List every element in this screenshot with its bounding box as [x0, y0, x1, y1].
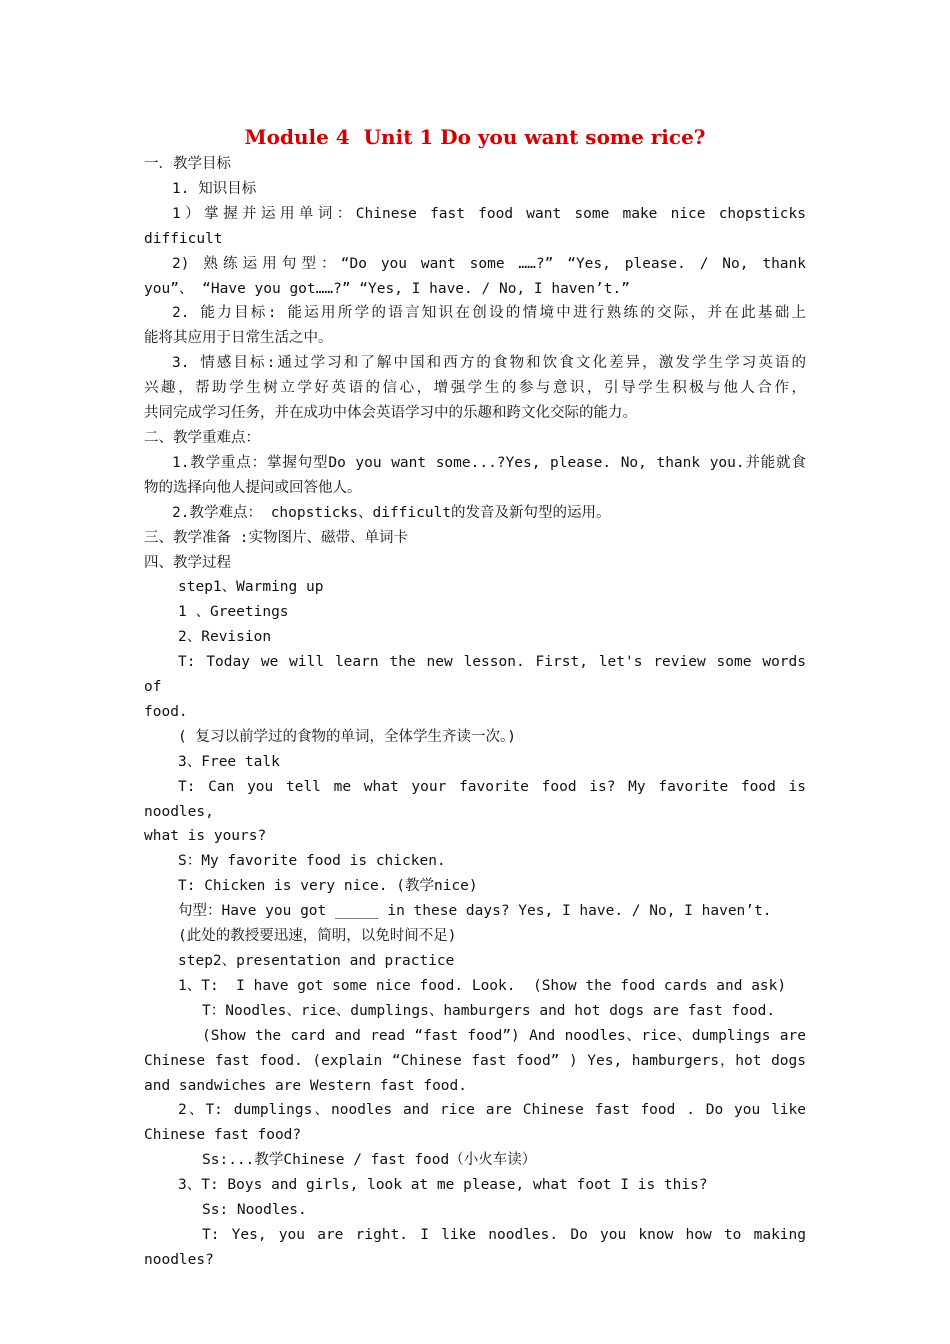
paragraph-line: T: Today we will learn the new lesson. First, let's review some words of — [144, 654, 815, 696]
section-heading-objectives: 一．教学目标 — [144, 156, 231, 172]
paragraph-line: T: Chicken is very nice. (教学nice) — [178, 878, 478, 895]
document-page — [144, 122, 815, 1273]
step-heading: step2、presentation and practice — [178, 953, 455, 969]
paragraph-line: Ss: Noodles. — [202, 1202, 307, 1219]
paragraph-line: what is yours? — [144, 828, 267, 845]
paragraph-line: 1、T: I have got some nice food. Look. (Show the food cards and ask) — [178, 977, 787, 994]
paragraph-line: 3、Free talk — [178, 753, 280, 770]
subheading-knowledge: 1. 知识目标 — [172, 180, 257, 197]
paragraph-line: 2.教学难点： chopsticks、difficult的发音及新句型的运用。 — [172, 504, 611, 521]
paragraph-line: Chinese fast food? — [144, 1127, 302, 1144]
section-heading-key-points: 二、教学重难点： — [144, 429, 260, 446]
paragraph-line: food. — [144, 703, 188, 720]
paragraph-line: 3、T: Boys and girls, look at me please, what foot I is this? — [178, 1177, 708, 1194]
paragraph-line: (Show the card and read “fast food”) And noodles、rice、dumplings are — [202, 1027, 806, 1044]
paragraph-line: ( 复习以前学过的食物的单词，全体学生齐读一次。) — [178, 728, 516, 745]
document-title: Module 4 Unit 1 Do you want some rice? — [244, 125, 706, 149]
paragraph-line: noodles? — [144, 1251, 214, 1268]
paragraph-line: 兴趣，帮助学生树立学好英语的信心，增强学生的参与意识，引导学生积极与他人合作， — [144, 380, 806, 397]
paragraph-line: (此处的教授要迅速，简明，以免时间不足) — [178, 928, 457, 945]
section-heading-process: 四、教学过程 — [144, 554, 231, 571]
paragraph-line: 1.教学重点：掌握句型Do you want some...?Yes, please. No, thank you.并能就食 — [172, 454, 806, 471]
paragraph-line: 1 、Greetings — [178, 604, 289, 621]
paragraph-line: you”、 “Have you got……?” “Yes, I have. / No, I haven’t.” — [144, 280, 630, 297]
paragraph-line: Chinese fast food. (explain “Chinese fast food” ) Yes, hamburgers，hot dogs — [144, 1052, 806, 1069]
paragraph-line: 句型：Have you got _____ in these days? Yes, I have. / No, I haven’t. — [178, 903, 772, 920]
paragraph-line: T: Can you tell me what your favorite food is? My favorite food is noodles, — [144, 778, 815, 820]
paragraph-line: 1）掌握并运用单词：Chinese fast food want some make nice chopsticks — [172, 205, 806, 222]
paragraph-line: 共同完成学习任务，并在成功中体会英语学习中的乐趣和跨文化交际的能力。 — [144, 405, 637, 422]
paragraph-line: T: Yes, you are right. I like noodles. Do you know how to making — [202, 1226, 806, 1243]
paragraph-line: 2、Revision — [178, 629, 272, 646]
paragraph-line: 2. 能力目标: 能运用所学的语言知识在创设的情境中进行熟练的交际，并在此基础上 — [172, 305, 806, 322]
section-heading-preparation: 三、教学准备 :实物图片、磁带、单词卡 — [144, 529, 408, 546]
paragraph-line: 3. 情感目标:通过学习和了解中国和西方的食物和饮食文化差异，激发学生学习英语的 — [172, 355, 806, 372]
paragraph-line: 2、T: dumplings、noodles and rice are Chinese fast food . Do you like — [178, 1102, 806, 1119]
step-heading: step1、Warming up — [178, 579, 324, 596]
paragraph-line: 物的选择向他人提问或回答他人。 — [144, 479, 362, 496]
paragraph-line: 能将其应用于日常生活之中。 — [144, 330, 333, 347]
paragraph-line: 2) 熟练运用句型：“Do you want some ……?” “Yes, please. / No, thank — [172, 255, 806, 272]
paragraph-line: Ss:...教学Chinese / fast food（小火车读） — [202, 1152, 537, 1169]
paragraph-line: difficult — [144, 230, 223, 247]
paragraph-line: and sandwiches are Western fast food. — [144, 1077, 468, 1094]
paragraph-line: T：Noodles、rice、dumplings、hamburgers and hot dogs are fast food. — [202, 1002, 776, 1019]
paragraph-line: S：My favorite food is chicken. — [178, 853, 446, 870]
